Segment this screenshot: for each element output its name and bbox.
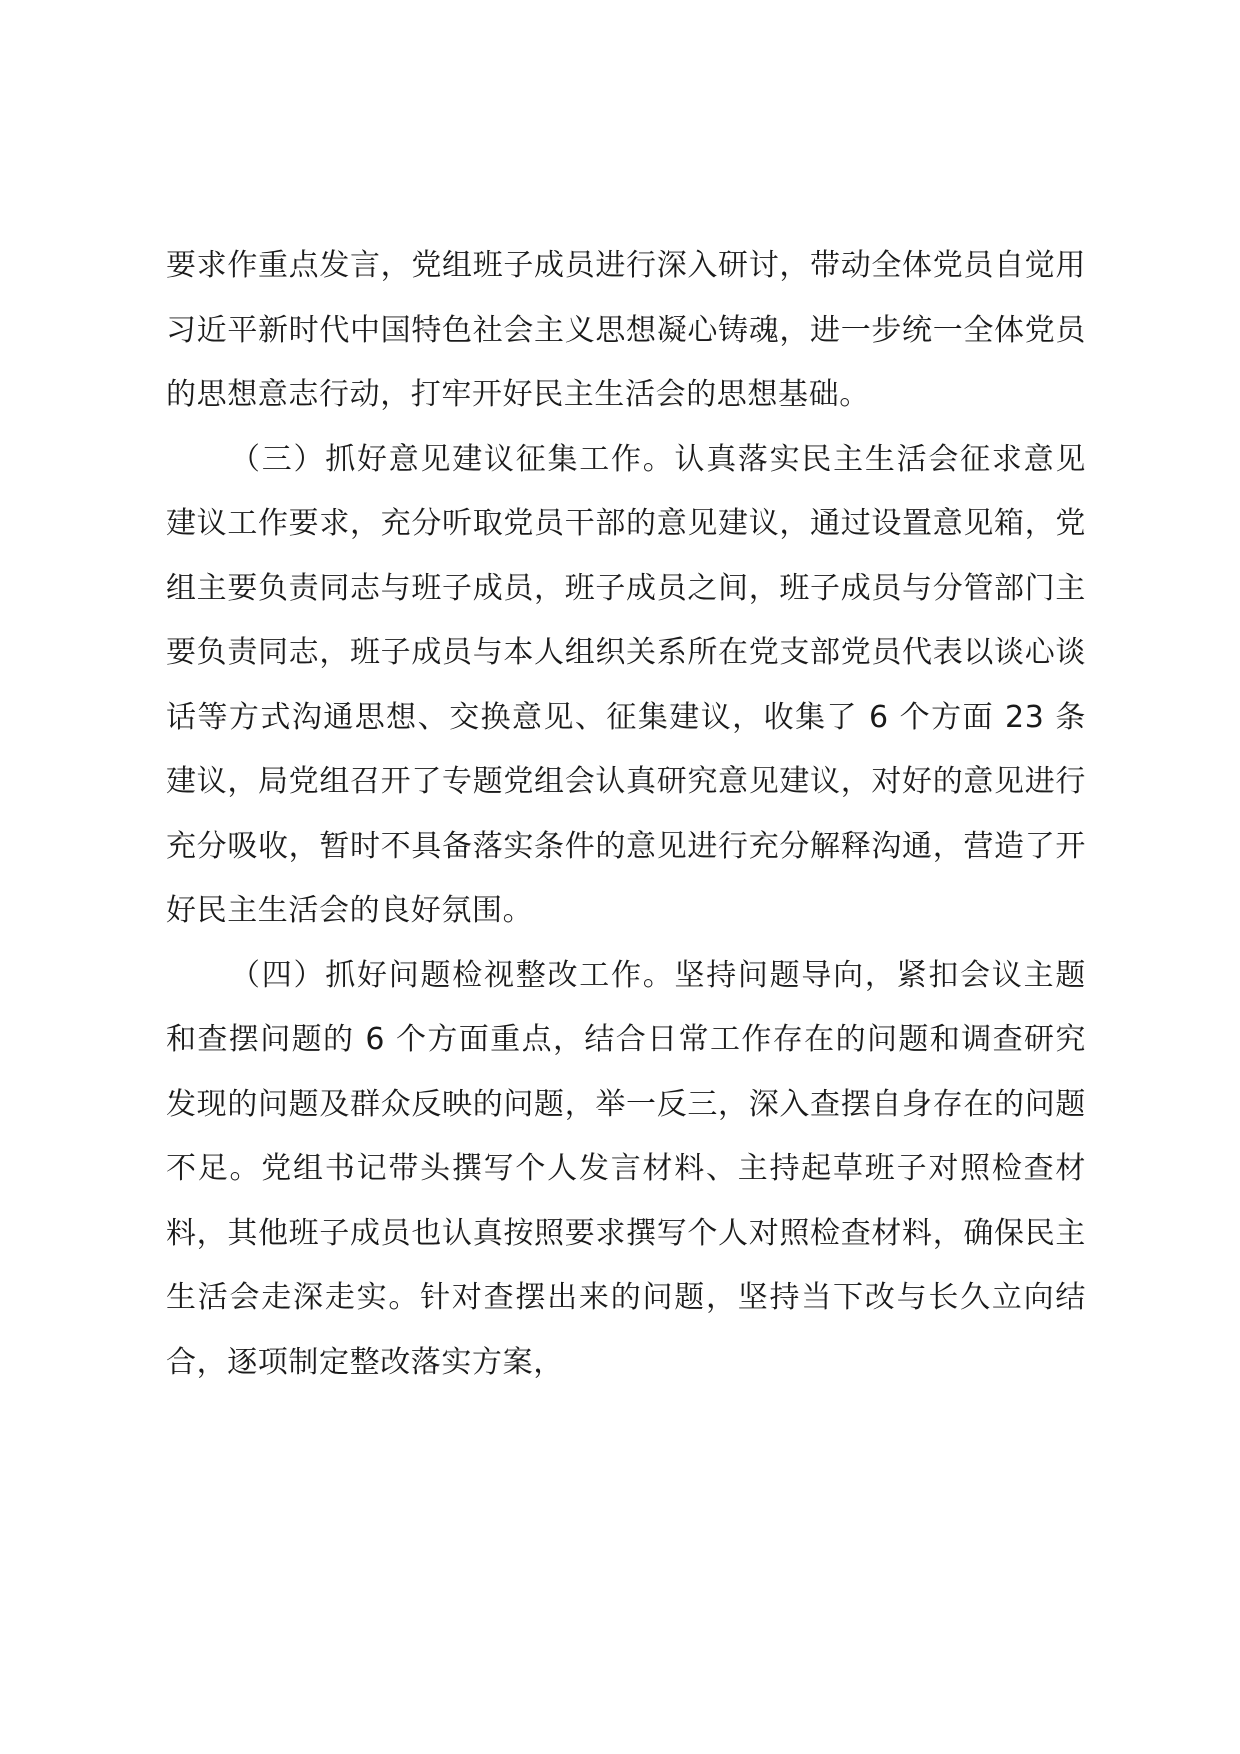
paragraph-continued: 要求作重点发言，党组班子成员进行深入研讨，带动全体党员自觉用习近平新时代中国特色社会主义思想凝心铸魂，进一步统一全体党员的思想意志行动，打牢开好民主生活会的思想基础。 — [166, 248, 1086, 412]
document-body — [166, 234, 1086, 1395]
paragraph-section-four: （四）抓好问题检视整改工作。坚持问题导向，紧扣会议主题和查摆问题的 6 个方面重点，结合日常工作存在的问题和调查研究发现的问题及群众反映的问题，举一反三，深入查摆自身存在的问题不足。党组书记带头撰写个人发言材料、主持起草班子对照检查材料，其他班子成员也认真按照要求撰写个人对照检查材料，确保民主生活会走深走实。针对查摆出来的问题，坚持当下改与长久立向结合，逐项制定整改落实方案， — [166, 957, 1086, 1380]
paragraph-section-three: （三）抓好意见建议征集工作。认真落实民主生活会征求意见建议工作要求，充分听取党员干部的意见建议，通过设置意见箱，党组主要负责同志与班子成员，班子成员之间，班子成员与分管部门主要负责同志，班子成员与本人组织关系所在党支部党员代表以谈心谈话等方式沟通思想、交换意见、征集建议，收集了 6 个方面 23 条建议，局党组召开了专题党组会认真研究意见建议，对好的意见进行充分吸收，暂时不具备落实条件的意见进行充分解释沟通，营造了开好民主生活会的良好氛围。 — [166, 441, 1086, 928]
